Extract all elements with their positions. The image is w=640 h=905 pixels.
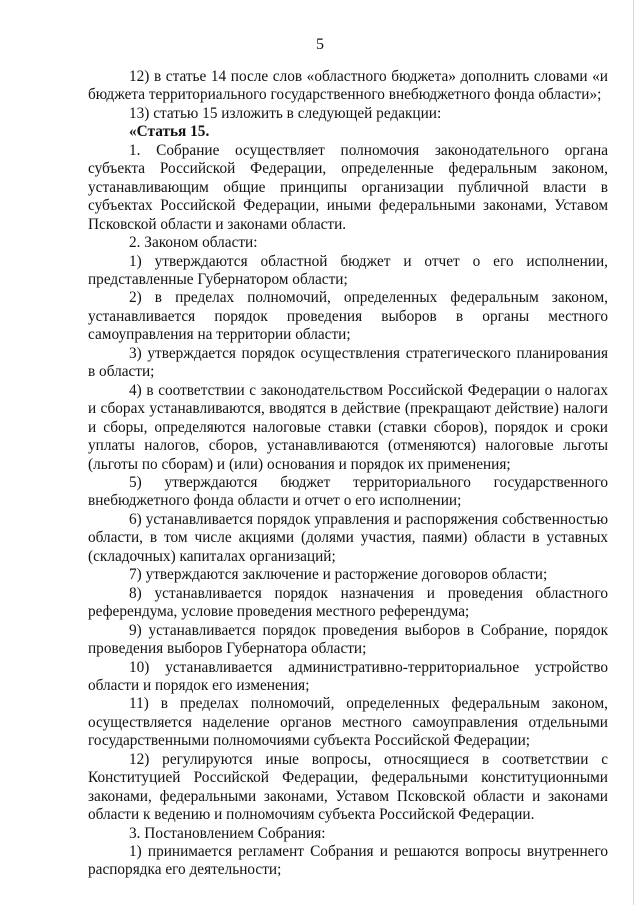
list-item-2-9: 9) устанавливается порядок проведения выборов в Собрание, порядок проведения выборов Губернатора области; bbox=[88, 621, 608, 658]
document-body bbox=[88, 68, 608, 880]
page-number: 5 bbox=[316, 36, 324, 53]
list-item-2-6: 6) устанавливается порядок управления и распоряжения собственностью области, в том числе акциями (долями участия, паями) области в уставных (складочных) капиталах организаций; bbox=[88, 510, 608, 565]
paragraph-item-13: 13) статью 15 изложить в следующей редакции: bbox=[129, 104, 442, 122]
page-edge-line bbox=[633, 0, 634, 905]
list-item-2-11: 11) в пределах полномочий, определенных федеральным законом, осуществляется наделение органов местного самоуправления отдельными государственными полномочиями субъекта Российской Федерации; bbox=[88, 695, 608, 750]
list-item-2-4: 4) в соответствии с законодательством Российской Федерации о налогах и сборах устанавливаются, вводятся в действие (прекращают действие) налоги и сборы, определяются налоговые ставки (ставки сборов), порядок и сроки уплаты налогов, сборов, устанавливаются (отменяются) налоговые льготы (льготы по сборам) и (или) основания и порядок их применения; bbox=[88, 381, 608, 473]
list-item-2-8: 8) устанавливается порядок назначения и проведения областного референдума, условие проведения местного референдума; bbox=[88, 584, 608, 621]
list-item-2-5: 5) утверждаются бюджет территориального государственного внебюджетного фонда области и отчет о его исполнении; bbox=[88, 473, 608, 510]
paragraph-item-12: 12) в статье 14 после слов «областного бюджета» дополнить словами «и бюджета территориального государственного внебюджетного фонда области»; bbox=[88, 68, 608, 104]
list-item-2-1: 1) утверждаются областной бюджет и отчет о его исполнении, представленные Губернатором области; bbox=[88, 252, 608, 288]
paragraph-clause-1: 1. Собрание осуществляет полномочия законодательного органа субъекта Российской Федерации, определенные федеральным законом, устанавливающим общие принципы организации публичной власти в субъектах Российской Федерации, иными федеральными законами, Уставом Псковской области и законами области. bbox=[88, 141, 608, 233]
paragraph-clause-2: 2. Законом области: bbox=[129, 234, 258, 252]
paragraph-clause-3: 3. Постановлением Собрания: bbox=[129, 824, 326, 842]
list-item-2-12: 12) регулируются иные вопросы, относящиеся в соответствии с Конституцией Российской Федерации, федеральными конституционными законами, федеральными законами, Уставом Псковской области и законами области к ведению и полномочиям субъекта Российской Федерации. bbox=[88, 750, 608, 824]
list-item-2-10: 10) устанавливается административно-территориальное устройство области и порядок его изменения; bbox=[88, 658, 608, 694]
list-item-2-3: 3) утверждается порядок осуществления стратегического планирования в области; bbox=[88, 344, 608, 381]
list-item-3-1: 1) принимается регламент Собрания и решаются вопросы внутреннего распорядка его деятельности; bbox=[88, 843, 608, 879]
article-heading: «Статья 15. bbox=[129, 123, 210, 141]
list-item-2-2: 2) в пределах полномочий, определенных федеральным законом, устанавливается порядок проведения выборов в органы местного самоуправления на территории области; bbox=[88, 289, 608, 344]
list-item-2-7: 7) утверждаются заключение и расторжение договоров области; bbox=[129, 566, 548, 584]
